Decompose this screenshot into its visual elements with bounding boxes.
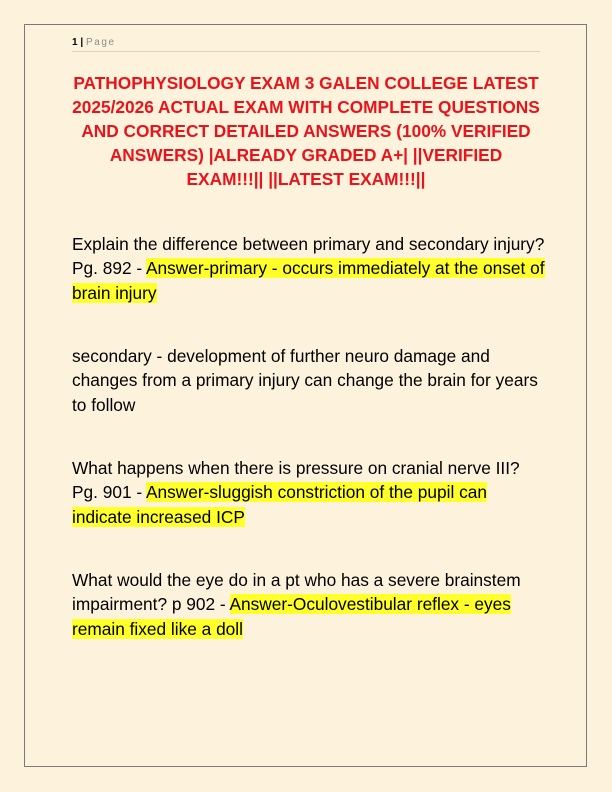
question-text: What happens when there is pressure on cranial nerve III? Pg. 901 -: [72, 458, 520, 503]
page-label: Page: [85, 37, 116, 48]
page-separator: |: [80, 37, 84, 48]
question-text: What would the eye do in a pt who has a severe brainstem impairment? p 902 -: [72, 570, 521, 615]
qa-item-3: [72, 456, 547, 529]
qa-item-1: [72, 232, 547, 305]
answer-continuation: secondary - development of further neuro damage and changes from a primary injury can change the brain for years to follow: [72, 346, 538, 415]
page-number: 1: [72, 37, 78, 48]
page-header: [72, 37, 540, 52]
qa-item-2: [72, 344, 547, 417]
document-title: PATHOPHYSIOLOGY EXAM 3 GALEN COLLEGE LATEST 2025/2026 ACTUAL EXAM WITH COMPLETE QUESTIONS AND CORRECT DETAILED ANSWERS (100% VERIFIED ANSWERS) |ALREADY GRADED A+| ||VERIFIED EXAM!!!|| ||LATEST EXAM!!!||: [72, 73, 540, 189]
answer-highlight: Answer-Oculovestibular reflex - eyes remain fixed like a doll: [72, 594, 511, 639]
qa-item-4: [72, 568, 547, 641]
answer-highlight: Answer-primary - occurs immediately at the onset of brain injury: [72, 258, 545, 303]
answer-highlight: Answer-sluggish constriction of the pupil can indicate increased ICP: [72, 482, 487, 527]
question-text: Explain the difference between primary and secondary injury? Pg. 892 -: [72, 234, 545, 279]
